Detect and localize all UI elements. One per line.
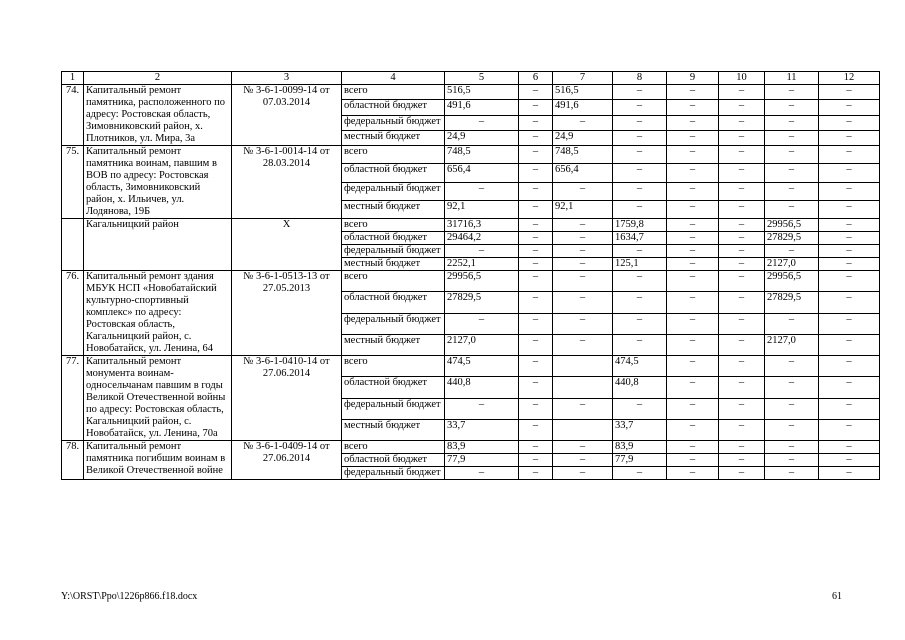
- value-cell: –: [667, 232, 719, 245]
- funding-source: местный бюджет: [342, 334, 445, 355]
- value-cell: –: [445, 467, 519, 480]
- value-cell: –: [519, 245, 553, 258]
- table-row: [62, 271, 880, 292]
- value-cell: –: [445, 115, 519, 130]
- value-cell: –: [667, 271, 719, 292]
- row-number: [62, 219, 84, 271]
- funding-source: всего: [342, 271, 445, 292]
- value-cell: –: [667, 130, 719, 145]
- value-cell: [553, 419, 613, 440]
- funding-source: федеральный бюджет: [342, 467, 445, 480]
- value-cell: –: [519, 454, 553, 467]
- value-cell: 656,4: [445, 164, 519, 182]
- value-cell: 748,5: [445, 146, 519, 164]
- header-row: [62, 72, 880, 85]
- value-cell: –: [719, 115, 765, 130]
- value-cell: –: [719, 232, 765, 245]
- value-cell: –: [519, 130, 553, 145]
- value-cell: –: [667, 146, 719, 164]
- value-cell: –: [819, 115, 880, 130]
- funding-source: местный бюджет: [342, 258, 445, 271]
- object-name: Капитальный ремонт памятника, расположенного по адресу: Ростовская область, Зимовниковский район, х. Плотников, ул. Мира, 3а: [84, 85, 232, 146]
- value-cell: –: [719, 292, 765, 313]
- funding-source: областной бюджет: [342, 292, 445, 313]
- value-cell: –: [819, 419, 880, 440]
- table-row: [62, 356, 880, 377]
- value-cell: –: [819, 377, 880, 398]
- column-number: 10: [719, 72, 765, 85]
- value-cell: –: [519, 85, 553, 100]
- value-cell: –: [719, 146, 765, 164]
- value-cell: –: [519, 467, 553, 480]
- object-name: Кагальницкий район: [84, 219, 232, 271]
- value-cell: –: [445, 398, 519, 419]
- value-cell: –: [765, 313, 819, 334]
- value-cell: –: [719, 245, 765, 258]
- value-cell: 1759,8: [613, 219, 667, 232]
- value-cell: –: [553, 334, 613, 355]
- value-cell: –: [519, 258, 553, 271]
- value-cell: [553, 356, 613, 377]
- table-row: [62, 85, 880, 100]
- expertise-doc: № 3-6-1-0410-14 от 27.06.2014: [232, 356, 342, 441]
- value-cell: –: [553, 232, 613, 245]
- value-cell: –: [519, 377, 553, 398]
- value-cell: [553, 377, 613, 398]
- value-cell: –: [819, 85, 880, 100]
- value-cell: –: [765, 467, 819, 480]
- value-cell: –: [719, 182, 765, 200]
- value-cell: 27829,5: [445, 292, 519, 313]
- page-number: 61: [832, 591, 842, 602]
- column-number: 2: [84, 72, 232, 85]
- value-cell: –: [613, 245, 667, 258]
- value-cell: –: [445, 182, 519, 200]
- value-cell: 27829,5: [765, 232, 819, 245]
- funding-source: федеральный бюджет: [342, 313, 445, 334]
- column-number: 11: [765, 72, 819, 85]
- value-cell: –: [765, 182, 819, 200]
- value-cell: –: [667, 377, 719, 398]
- value-cell: –: [819, 467, 880, 480]
- value-cell: –: [613, 271, 667, 292]
- value-cell: –: [719, 454, 765, 467]
- row-number: 76.: [62, 271, 84, 356]
- funding-source: всего: [342, 219, 445, 232]
- column-number: 8: [613, 72, 667, 85]
- column-number: 12: [819, 72, 880, 85]
- value-cell: –: [553, 441, 613, 454]
- value-cell: –: [519, 182, 553, 200]
- value-cell: –: [667, 164, 719, 182]
- value-cell: –: [613, 467, 667, 480]
- file-path: Y:\ORST\Ppo\1226p866.f18.docx: [61, 591, 198, 602]
- value-cell: –: [719, 467, 765, 480]
- funding-source: местный бюджет: [342, 130, 445, 145]
- row-number: 78.: [62, 441, 84, 480]
- value-cell: –: [667, 292, 719, 313]
- value-cell: –: [819, 334, 880, 355]
- value-cell: –: [445, 313, 519, 334]
- value-cell: 27829,5: [765, 292, 819, 313]
- value-cell: –: [719, 85, 765, 100]
- value-cell: 77,9: [613, 454, 667, 467]
- expertise-doc: № 3-6-1-0409-14 от 27.06.2014: [232, 441, 342, 480]
- value-cell: –: [667, 115, 719, 130]
- value-cell: –: [519, 219, 553, 232]
- table-row: [62, 219, 880, 232]
- column-number: 6: [519, 72, 553, 85]
- value-cell: –: [553, 219, 613, 232]
- value-cell: –: [613, 200, 667, 218]
- value-cell: –: [719, 356, 765, 377]
- value-cell: –: [765, 419, 819, 440]
- value-cell: 77,9: [445, 454, 519, 467]
- value-cell: 83,9: [445, 441, 519, 454]
- value-cell: 440,8: [613, 377, 667, 398]
- column-number: 3: [232, 72, 342, 85]
- funding-source: всего: [342, 146, 445, 164]
- value-cell: –: [553, 182, 613, 200]
- value-cell: 440,8: [445, 377, 519, 398]
- value-cell: –: [819, 219, 880, 232]
- value-cell: –: [765, 377, 819, 398]
- value-cell: –: [519, 146, 553, 164]
- column-number: 1: [62, 72, 84, 85]
- value-cell: –: [719, 100, 765, 115]
- value-cell: –: [819, 398, 880, 419]
- value-cell: –: [553, 258, 613, 271]
- value-cell: –: [765, 164, 819, 182]
- value-cell: 491,6: [553, 100, 613, 115]
- value-cell: –: [519, 356, 553, 377]
- expertise-doc: Х: [232, 219, 342, 271]
- object-name: Капитальный ремонт памятника погибшим воинам в Великой Отечественной войне: [84, 441, 232, 480]
- value-cell: 474,5: [445, 356, 519, 377]
- value-cell: –: [553, 115, 613, 130]
- value-cell: 474,5: [613, 356, 667, 377]
- value-cell: –: [719, 164, 765, 182]
- value-cell: –: [819, 441, 880, 454]
- value-cell: –: [819, 200, 880, 218]
- value-cell: –: [719, 313, 765, 334]
- value-cell: –: [765, 146, 819, 164]
- value-cell: 29956,5: [445, 271, 519, 292]
- value-cell: –: [667, 334, 719, 355]
- funding-source: областной бюджет: [342, 100, 445, 115]
- column-number: 7: [553, 72, 613, 85]
- value-cell: 31716,3: [445, 219, 519, 232]
- value-cell: 516,5: [553, 85, 613, 100]
- expertise-doc: № 3-6-1-0099-14 от 07.03.2014: [232, 85, 342, 146]
- value-cell: 2127,0: [765, 258, 819, 271]
- row-number: 75.: [62, 146, 84, 219]
- column-number: 5: [445, 72, 519, 85]
- value-cell: –: [719, 398, 765, 419]
- value-cell: –: [819, 146, 880, 164]
- value-cell: –: [613, 100, 667, 115]
- value-cell: –: [667, 441, 719, 454]
- funding-source: областной бюджет: [342, 377, 445, 398]
- value-cell: –: [667, 398, 719, 419]
- value-cell: 33,7: [445, 419, 519, 440]
- funding-source: федеральный бюджет: [342, 115, 445, 130]
- value-cell: –: [667, 258, 719, 271]
- value-cell: –: [819, 271, 880, 292]
- funding-source: областной бюджет: [342, 454, 445, 467]
- value-cell: –: [553, 454, 613, 467]
- value-cell: –: [765, 115, 819, 130]
- funding-source: местный бюджет: [342, 200, 445, 218]
- value-cell: –: [519, 334, 553, 355]
- funding-source: федеральный бюджет: [342, 182, 445, 200]
- object-name: Капитальный ремонт памятника воинам, павшим в ВОВ по адресу: Ростовская область, Зимовниковский район, х. Ильичев, ул. Лодянова, 19Б: [84, 146, 232, 219]
- value-cell: 748,5: [553, 146, 613, 164]
- value-cell: 24,9: [445, 130, 519, 145]
- funding-source: местный бюджет: [342, 419, 445, 440]
- value-cell: –: [553, 245, 613, 258]
- value-cell: –: [519, 313, 553, 334]
- value-cell: –: [819, 182, 880, 200]
- object-name: Капитальный ремонт здания МБУК НСП «Новобатайский культурно-спортивный комплекс» по адресу: Ростовская область, Кагальницкий район, с. Новобатайск, ул. Ленина, 64: [84, 271, 232, 356]
- value-cell: –: [819, 232, 880, 245]
- budget-table: [61, 71, 880, 480]
- object-name: Капитальный ремонт монумента воинам-односельчанам павшим в годы Великой Отечественной войны по адресу: Ростовская область, Кагальницкий район, с. Новобатайск, ул. Ленина, 70а: [84, 356, 232, 441]
- value-cell: –: [765, 245, 819, 258]
- value-cell: –: [519, 292, 553, 313]
- value-cell: –: [553, 398, 613, 419]
- value-cell: 92,1: [553, 200, 613, 218]
- value-cell: –: [519, 164, 553, 182]
- value-cell: –: [719, 200, 765, 218]
- value-cell: –: [613, 182, 667, 200]
- value-cell: –: [819, 356, 880, 377]
- funding-source: областной бюджет: [342, 232, 445, 245]
- value-cell: –: [519, 398, 553, 419]
- value-cell: –: [519, 115, 553, 130]
- value-cell: –: [667, 85, 719, 100]
- value-cell: –: [765, 454, 819, 467]
- value-cell: –: [667, 454, 719, 467]
- funding-source: всего: [342, 85, 445, 100]
- value-cell: –: [519, 200, 553, 218]
- value-cell: –: [819, 130, 880, 145]
- value-cell: –: [765, 100, 819, 115]
- funding-source: всего: [342, 441, 445, 454]
- value-cell: –: [613, 398, 667, 419]
- funding-source: федеральный бюджет: [342, 245, 445, 258]
- table-row: [62, 441, 880, 454]
- value-cell: 83,9: [613, 441, 667, 454]
- value-cell: –: [445, 245, 519, 258]
- value-cell: –: [613, 146, 667, 164]
- funding-source: федеральный бюджет: [342, 398, 445, 419]
- value-cell: –: [553, 292, 613, 313]
- value-cell: 33,7: [613, 419, 667, 440]
- value-cell: –: [553, 271, 613, 292]
- value-cell: –: [519, 441, 553, 454]
- value-cell: –: [819, 454, 880, 467]
- column-number: 9: [667, 72, 719, 85]
- expertise-doc: № 3-6-1-0513-13 от 27.05.2013: [232, 271, 342, 356]
- value-cell: –: [613, 313, 667, 334]
- value-cell: –: [667, 356, 719, 377]
- value-cell: –: [719, 130, 765, 145]
- value-cell: –: [819, 258, 880, 271]
- value-cell: –: [667, 100, 719, 115]
- value-cell: 491,6: [445, 100, 519, 115]
- value-cell: –: [613, 292, 667, 313]
- table-row: [62, 146, 880, 164]
- value-cell: –: [719, 441, 765, 454]
- value-cell: –: [519, 271, 553, 292]
- value-cell: 29956,5: [765, 271, 819, 292]
- value-cell: –: [613, 164, 667, 182]
- value-cell: –: [667, 200, 719, 218]
- value-cell: –: [819, 100, 880, 115]
- value-cell: –: [613, 130, 667, 145]
- value-cell: –: [667, 419, 719, 440]
- expertise-doc: № 3-6-1-0014-14 от 28.03.2014: [232, 146, 342, 219]
- value-cell: 2127,0: [765, 334, 819, 355]
- value-cell: –: [719, 419, 765, 440]
- value-cell: –: [765, 441, 819, 454]
- funding-source: областной бюджет: [342, 164, 445, 182]
- value-cell: –: [613, 334, 667, 355]
- value-cell: –: [765, 85, 819, 100]
- funding-source: всего: [342, 356, 445, 377]
- value-cell: –: [765, 398, 819, 419]
- value-cell: 29464,2: [445, 232, 519, 245]
- value-cell: –: [553, 313, 613, 334]
- value-cell: –: [819, 164, 880, 182]
- value-cell: 1634,7: [613, 232, 667, 245]
- value-cell: –: [519, 419, 553, 440]
- value-cell: 2252,1: [445, 258, 519, 271]
- value-cell: –: [667, 313, 719, 334]
- value-cell: –: [667, 219, 719, 232]
- value-cell: –: [719, 271, 765, 292]
- value-cell: 29956,5: [765, 219, 819, 232]
- value-cell: –: [553, 467, 613, 480]
- value-cell: –: [613, 115, 667, 130]
- value-cell: –: [667, 182, 719, 200]
- value-cell: –: [765, 130, 819, 145]
- value-cell: –: [719, 219, 765, 232]
- value-cell: 92,1: [445, 200, 519, 218]
- value-cell: –: [613, 85, 667, 100]
- value-cell: –: [819, 292, 880, 313]
- value-cell: –: [719, 377, 765, 398]
- value-cell: 656,4: [553, 164, 613, 182]
- value-cell: 125,1: [613, 258, 667, 271]
- value-cell: –: [519, 232, 553, 245]
- value-cell: 2127,0: [445, 334, 519, 355]
- value-cell: 516,5: [445, 85, 519, 100]
- value-cell: –: [719, 258, 765, 271]
- value-cell: 24,9: [553, 130, 613, 145]
- value-cell: –: [765, 200, 819, 218]
- row-number: 77.: [62, 356, 84, 441]
- value-cell: –: [719, 334, 765, 355]
- value-cell: –: [819, 245, 880, 258]
- column-number: 4: [342, 72, 445, 85]
- value-cell: –: [667, 245, 719, 258]
- value-cell: –: [819, 313, 880, 334]
- row-number: 74.: [62, 85, 84, 146]
- value-cell: –: [765, 356, 819, 377]
- value-cell: –: [667, 467, 719, 480]
- value-cell: –: [519, 100, 553, 115]
